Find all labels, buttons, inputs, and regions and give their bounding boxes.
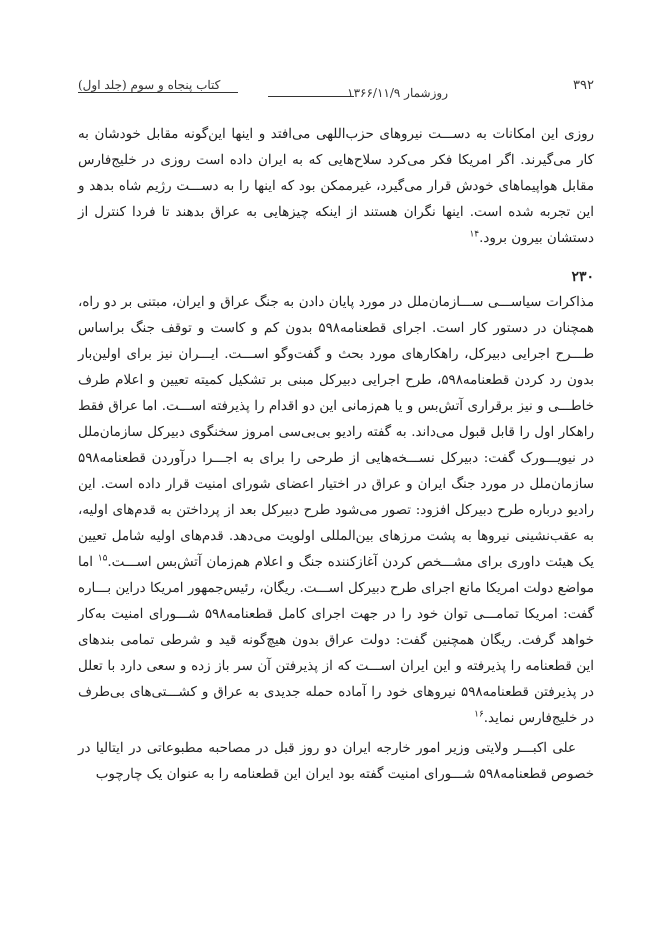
- diary-date: روزشمار ۱۳۶۶/۱۱/۹: [347, 86, 448, 100]
- header-rule-left: [268, 96, 354, 97]
- footnote-marker: ۱۵: [97, 553, 108, 564]
- header-rule-title: [78, 92, 238, 93]
- footnote-marker: ۱۴: [469, 229, 480, 240]
- book-title: کتاب پنجاه و سوم (جلد اول): [78, 78, 221, 92]
- paragraph-main-text: مذاکرات سیاســـی ســـازمان‌ملل در مورد پایان دادن به جنگ عراق و ایران، مبتنی بر دو راه، همچنان در دستور کار است. اجرای قطعنامه۵۹۸ بدون کم و کاست و توقف جنگ براساس طـــرح اجرایی دبیرکل، راهکارهای مورد بحث و گفت‌وگو اســـت. ایـــران نیز برای اولین‌بار بدون رد کردن قطعنامه۵۹۸، طرح اجرایی دبیرکل مبنی بر تشکیل کمیته تعیین و اعلام طرف خاطـــی و نیز برقراری آتش‌بس و یا هم‌زمانی این دو اقدام را پذیرفته اســـت. اما عراق فقط راهکار اول را قابل قبول می‌داند. به گفته رادیو بی‌بی‌سی امروز سخنگوی دبیرکل سازمان‌ملل در نیویـــورک گفت: دبیرکل نســـخه‌هایی از طرحی را برای به اجـــرا درآوردن قطعنامه۵۹۸ سازمان‌ملل در مورد جنگ ایران و عراق در اختیار اعضای شورای امنیت قرار داده است. این رادیو درباره طرح دبیرکل افزود: تصور می‌شود طرح دبیرکل بعد از پرداختن به قدم‌های اولیه، به عقب‌نشینی نیروها به پشت مرزهای بین‌المللی اولویت می‌دهد. قدم‌های اولیه شامل تعیین یک هیئت داوری برای مشـــخص کردن آغازکننده جنگ و اعلام هم‌زمان آتش‌بس اســـت.: [78, 295, 594, 570]
- paragraph-main-continued: اما مواضع دولت امریکا مانع اجرای طرح دبیرکل اســـت. ریگان، رئیس‌جمهور امریکا دراین بـــاره گفت: امریکا تمامـــی توان خود را در جهت اجرای کامل قطعنامه۵۹۸ شـــورای امنیت به‌کار خواهد گرفت. ریگان همچنین گفت: دولت عراق بدون هیچ‌گونه قید و شرطی تمامی بندهای این قطعنامه را پذیرفته و این ایران اســـت که از پذیرفتن آن سر باز زده و سعی دارد با تعلل در پذیرفتن قطعنامه۵۹۸ نیروهای خود را آماده حمله جدیدی به عراق و کشـــتی‌های بی‌طرف در خلیج‌فارس نماید.: [78, 555, 594, 726]
- page-number: ۳۹۲: [573, 78, 594, 93]
- paragraph-intro-text: روزی این امکانات به دســـت نیروهای حزب‌اللهی می‌افتد و اینها این‌گونه مقابل خودشان به کار می‌گیرند. اگر امریکا فکر می‌کرد سلاح‌هایی که به ایران داده است روزی در خلیج‌فارس مقابل هواپیماهای خودش قرار می‌گیرد، غیرممکن بود که اینها را به دســـت رژیم شاه بدهد و این تجربه شده است. اینها نگران هستند از اینکه چیزهایی به عراق بدهند تا فردا کنترل از دستشان بیرون برود.: [78, 127, 594, 246]
- footnote-marker: ۱۶: [474, 709, 484, 720]
- paragraph-intro: [78, 122, 594, 252]
- section-number: ۲۳۰: [571, 269, 594, 285]
- document-page: [78, 72, 594, 788]
- paragraph-velayati: [78, 736, 594, 788]
- running-header: [78, 72, 594, 98]
- paragraph-velayati-text: علی اکبـــر ولایتی وزیر امور خارجه ایران دو روز قبل در مصاحبه مطبوعاتی در ایتالیا در خصوص قطعنامه۵۹۸ شـــورای امنیت گفته بود ایران این قطعنامه را به عنوان یک چارچوب: [78, 741, 594, 782]
- paragraph-main: [78, 290, 594, 732]
